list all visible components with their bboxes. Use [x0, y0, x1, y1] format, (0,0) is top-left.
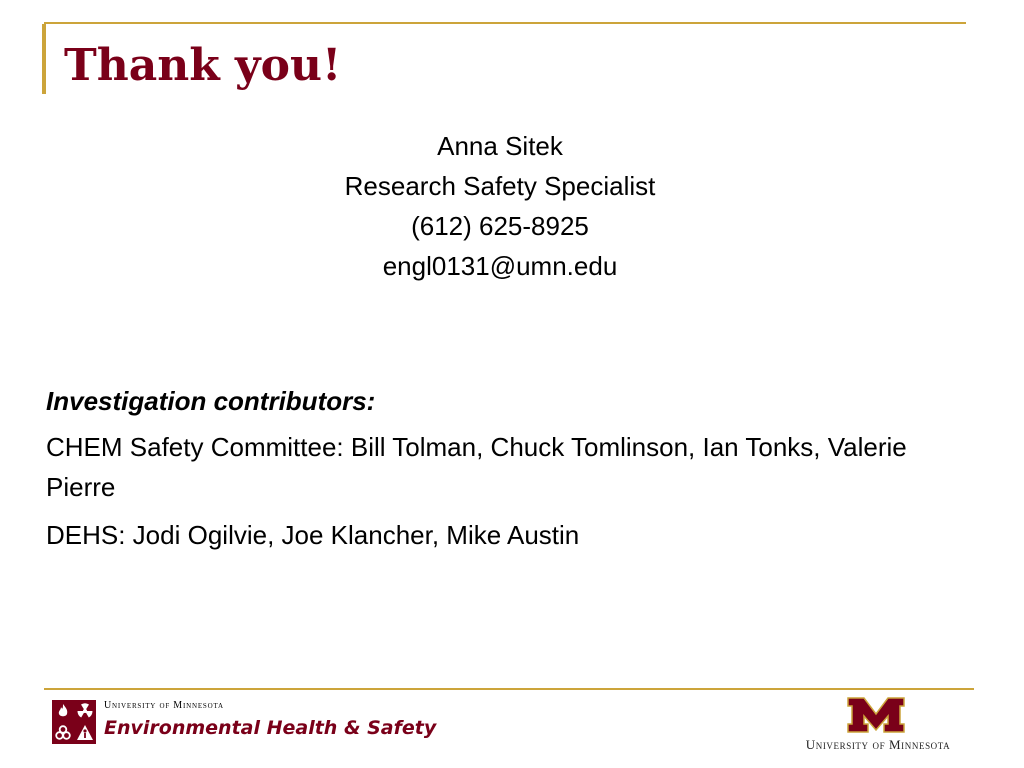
slide-title: Thank you! — [64, 40, 342, 91]
contact-phone: (612) 625-8925 — [411, 211, 589, 241]
contributors-section — [46, 381, 976, 563]
contact-email: engl0131@umn.edu — [382, 251, 618, 281]
umn-wordmark: University of Minnesota — [805, 737, 951, 752]
contributors-line: CHEM Safety Committee: Bill Tolman, Chuck Tomlinson, Ian Tonks, Valerie Pierre — [46, 432, 907, 502]
ehs-university-label: University of Minnesota — [104, 700, 224, 711]
ehs-department-label: Environmental Health & Safety — [104, 717, 437, 739]
contact-role: Research Safety Specialist — [344, 171, 656, 201]
contributors-heading: Investigation contributors: — [46, 386, 376, 416]
contact-name: Anna Sitek — [437, 131, 563, 161]
contributors-line: DEHS: Jodi Ogilvie, Joe Klancher, Mike Austin — [46, 520, 580, 550]
top-rule — [44, 22, 966, 24]
contact-block — [200, 126, 800, 286]
radiation-icon — [74, 700, 96, 722]
fire-icon — [52, 700, 74, 722]
umn-logo — [778, 696, 978, 760]
biohazard-icon — [52, 722, 74, 744]
bottom-rule — [44, 688, 974, 690]
hazard-person-icon — [74, 722, 96, 744]
ehs-icon-grid — [52, 700, 96, 744]
title-accent-bar — [42, 24, 46, 94]
ehs-logo — [52, 700, 492, 748]
umn-m-logo-icon — [846, 696, 906, 734]
